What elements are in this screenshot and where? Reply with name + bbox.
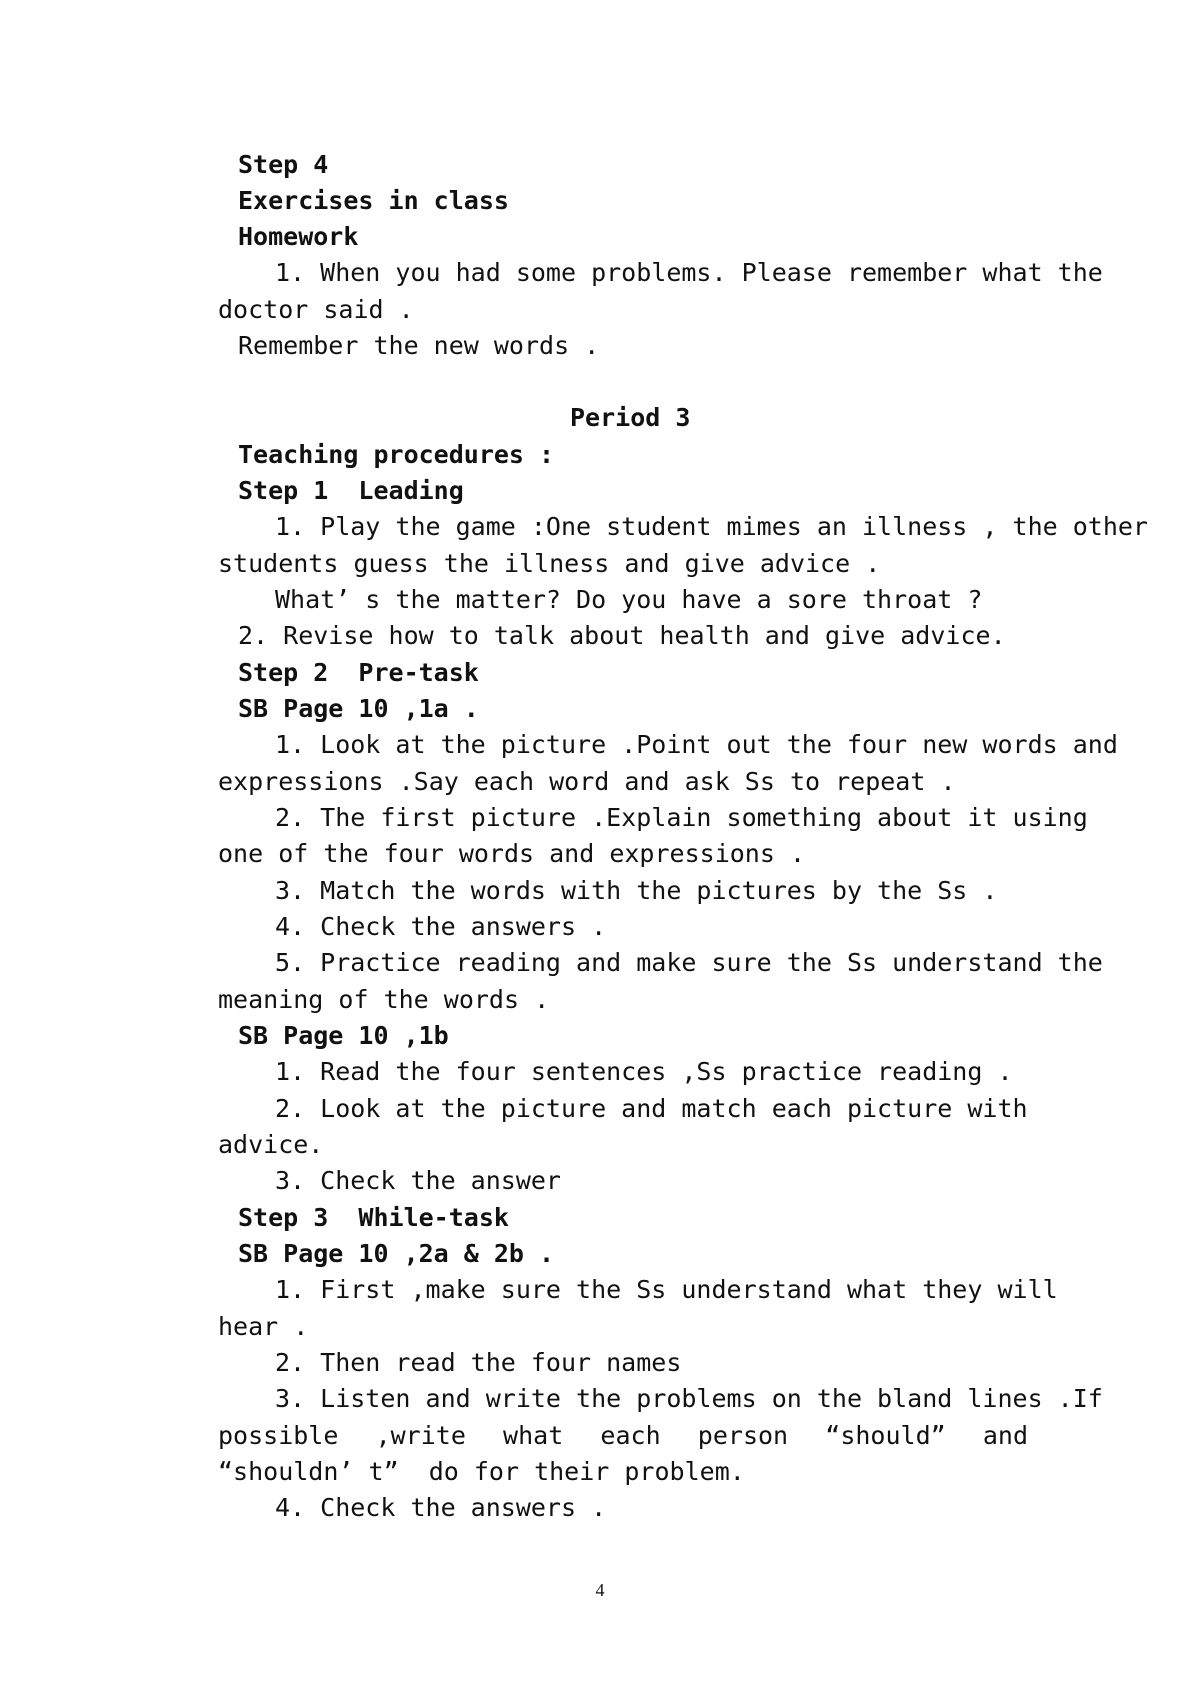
- text-line: one of the four words and expressions .: [218, 839, 805, 868]
- heading-step-4: Step 4: [238, 150, 329, 179]
- text-line: 3. Match the words with the pictures by the Ss .: [275, 876, 998, 905]
- text-line: 1. Play the game :One student mimes an illness , the other: [275, 512, 1148, 541]
- period-title: Period 3: [570, 403, 691, 432]
- text-line: expressions .Say each word and ask Ss to repeat .: [218, 767, 956, 796]
- heading-step-2: Step 2 Pre-task: [238, 658, 479, 687]
- heading-sb-1a: SB Page 10 ,1a .: [238, 694, 479, 723]
- text-line: What’ s the matter? Do you have a sore throat ?: [275, 585, 983, 614]
- page-number: 4: [595, 1580, 605, 1600]
- text-line: students guess the illness and give advice .: [218, 549, 881, 578]
- heading-teaching-procedures: Teaching procedures :: [238, 440, 555, 469]
- word: and: [982, 1421, 1028, 1450]
- text-line: Remember the new words .: [238, 331, 600, 360]
- text-line: 1. When you had some problems. Please remember what the: [275, 258, 1103, 287]
- word: each: [600, 1421, 661, 1450]
- text-line: 2. Revise how to talk about health and give advice.: [238, 621, 1006, 650]
- heading-step-1: Step 1 Leading: [238, 476, 464, 505]
- justified-text-line: [218, 1421, 1028, 1451]
- heading-sb-2a-2b: SB Page 10 ,2a & 2b .: [238, 1239, 555, 1268]
- heading-sb-1b: SB Page 10 ,1b: [238, 1021, 449, 1050]
- text-line: doctor said .: [218, 295, 414, 324]
- word: possible: [218, 1421, 339, 1450]
- text-line: 5. Practice reading and make sure the Ss understand the: [275, 948, 1103, 977]
- text-line: 4. Check the answers .: [275, 912, 607, 941]
- text-line: 3. Check the answer: [275, 1166, 561, 1195]
- heading-step-3: Step 3 While-task: [238, 1203, 509, 1232]
- text-line: 1. Look at the picture .Point out the four new words and: [275, 730, 1118, 759]
- word: person: [697, 1421, 789, 1450]
- word: ,write: [375, 1421, 466, 1450]
- text-line: 2. Look at the picture and match each picture with: [275, 1094, 1028, 1123]
- text-line: 2. The first picture .Explain something about it using: [275, 803, 1088, 832]
- text-line: 1. First ,make sure the Ss understand what they will: [275, 1275, 1058, 1304]
- text-line: hear .: [218, 1312, 309, 1341]
- text-line: 2. Then read the four names: [275, 1348, 682, 1377]
- text-line: 4. Check the answers .: [275, 1493, 607, 1522]
- text-line: 1. Read the four sentences ,Ss practice reading .: [275, 1057, 1013, 1086]
- word: what: [503, 1421, 564, 1450]
- text-line: meaning of the words .: [218, 985, 550, 1014]
- text-line: advice.: [218, 1130, 324, 1159]
- text-line: “shouldn’ t” do for their problem.: [218, 1457, 745, 1486]
- word: “should”: [825, 1421, 946, 1450]
- text-line: 3. Listen and write the problems on the bland lines .If: [275, 1384, 1103, 1413]
- heading-homework: Homework: [238, 222, 359, 251]
- heading-exercises: Exercises in class: [238, 186, 509, 215]
